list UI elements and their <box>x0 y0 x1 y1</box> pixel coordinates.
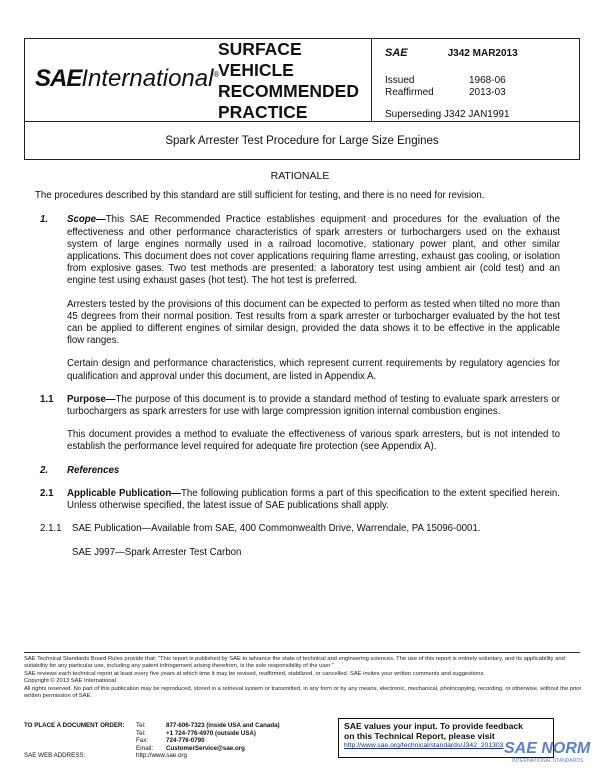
rationale-text: The procedures described by this standard are still sufficient for testing, and there is no need for revision. <box>35 190 485 202</box>
section-1-para-3: Certain design and performance characteristics, which represent current requirements by regulatory agencies for qualification and approval under this document, are listed in Appendix A. <box>67 358 560 382</box>
rationale-heading: RATIONALE <box>270 170 330 182</box>
document-header <box>24 38 580 122</box>
sae-web-link[interactable]: http://www.sae.org <box>136 752 187 760</box>
reaffirmed-date: 2013-03 <box>469 87 506 98</box>
footer-divider <box>24 652 580 653</box>
watermark-sub: INTERNATIONAL STANDARDS <box>512 758 584 764</box>
section-2-1-1: 2.1.1 SAE Publication—Available from SAE, 400 Commonwealth Drive, Warrendale, PA 15096-0001. <box>40 523 481 535</box>
doc-body <box>35 170 560 560</box>
section-1-1: 1.1 Purpose—The purpose of this document is to provide a standard method of testing to evaluate spark arresters or turbochargers as spark arresters for use with large compression ignition internal combustion engines. <box>40 393 560 418</box>
doc-number: J342 MAR2013 <box>447 47 518 59</box>
doc-meta: SAE J342 MAR2013 Issued 1968-06 Reaffirmed 2013-03 Superseding J342 JAN1991 <box>385 47 575 120</box>
section-2: 2. References <box>40 464 120 476</box>
sae-mini-logo-icon: SAE <box>385 47 408 59</box>
section-1-para-2: Arresters tested by the provisions of this document can be expected to perform as tested when tilted no more than 45 degrees from their normal position. Test results from a spark arrester or turbocharger evaluated by the hot test can be applied to different engines of similar design, provided the data shows it to be effective in the applicable flow ranges. <box>67 298 560 347</box>
order-email-link[interactable]: CustomerService@sae.org <box>166 744 245 752</box>
issued-date: 1968-06 <box>469 75 506 86</box>
order-info: TO PLACE A DOCUMENT ORDER: Tel: 877-606-7323 (inside USA and Canada) Tel: +1 724-776-4970 (outside USA) Fax: 724-776-0790 Email: CustomerService@sae.org SAE WEB ADDRESS: http://www.sae.org <box>24 722 280 760</box>
footer-notices: SAE Technical Standards Board Rules provide that: "This report is published by SAE to advance the state of technical and engineering sciences. The use of this report is entirely voluntary, and its applicability and suitability for any particular use, including any patent infringement arising therefrom, is the sole responsibility of the user." SAE reviews each technical report at least every five years at which time it may be revised, reaffirmed, stabilized, or cancelled. SAE invites your written comments and suggestions. Copyright © 2013 SAE International All rights reserved. No part of this publication may be reproduced, stored in a retrieval system or transmitted, in any form or by any means, electronic, mechanical, photocopying, recording, or otherwise, without the prior written permission of SAE. <box>24 656 582 700</box>
doc-title: Spark Arrester Test Procedure for Large Size Engines <box>24 122 580 160</box>
section-1: 1. Scope—This SAE Recommended Practice establishes equipment and procedures for the evaluation of the effectiveness and other performance characteristics of spark arresters or turbochargers used on the exhaust system of large engines normally used in a railroad locomotive, stationary power plant, and other similar applications. This document does not cover applications requiring flame arresting, exhaust gas cooling, or isolation from explosive gases. Two test methods are presented: a laboratory test using ambient air (cold test) and an engine test using exhaust gases (hot test). The hot test is preferred. <box>40 214 560 287</box>
section-2-1: 2.1 Applicable Publication—The following publication forms a part of this specification to the extent specified herein. Unless otherwise specified, the latest issue of SAE publications shall apply. <box>40 487 560 512</box>
superseding: Superseding J342 JAN1991 <box>385 109 510 120</box>
section-1-1-para-2: This document provides a method to evaluate the effectiveness of various spark arresters, but is not intended to establish the performance level required for adequate fire protection (see Appendix A). <box>67 429 560 453</box>
sae-logo: SAEInternational® <box>35 65 220 92</box>
watermark: SAE NORM <box>504 740 591 757</box>
feedback-box: SAE values your input. To provide feedback on this Technical Report, please visit http://www.sae.org/technical/standards/J342_201303 <box>338 718 554 758</box>
reference-item: SAE J997—Spark Arrester Test Carbon <box>72 547 242 559</box>
header-divider <box>371 39 372 121</box>
doc-type: SURFACE VEHICLE RECOMMENDED PRACTICE <box>218 39 359 122</box>
feedback-link[interactable]: http://www.sae.org/technical/standards/J342_201303 <box>344 742 504 749</box>
